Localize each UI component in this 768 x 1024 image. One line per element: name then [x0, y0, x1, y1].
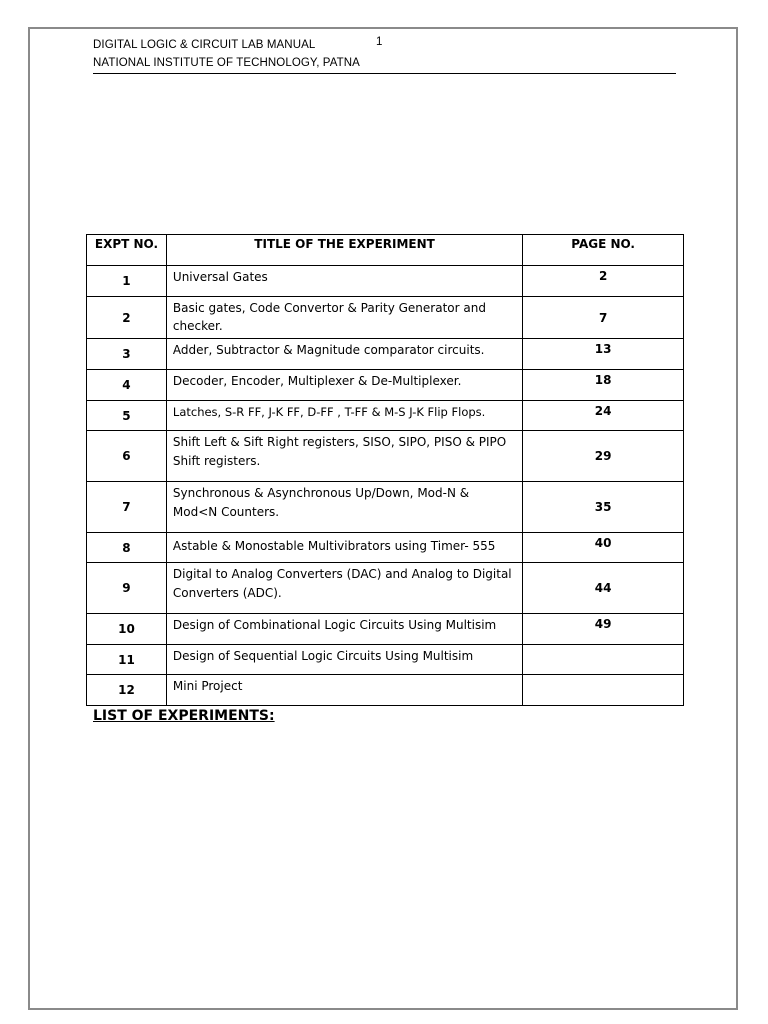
list-of-experiments-heading: LIST OF EXPERIMENTS:: [93, 708, 275, 724]
expt-no-cell: 1: [87, 266, 167, 297]
expt-no-cell: 6: [87, 431, 167, 482]
expt-page-cell: [523, 645, 684, 675]
table-row: [87, 563, 684, 614]
expt-title-cell: Latches, S-R FF, J-K FF, D-FF , T-FF & M-S J-K Flip Flops.: [166, 401, 522, 431]
column-header-title: TITLE OF THE EXPERIMENT: [166, 235, 522, 266]
page-header: [93, 36, 676, 72]
table-row: [87, 675, 684, 706]
expt-page-cell: 44: [523, 563, 684, 614]
expt-title-cell: Shift Left & Sift Right registers, SISO, SIPO, PISO & PIPO Shift registers.: [166, 431, 522, 482]
table-row: [87, 297, 684, 339]
column-header-page-no: PAGE NO.: [523, 235, 684, 266]
expt-no-cell: 7: [87, 482, 167, 533]
expt-no-cell: 9: [87, 563, 167, 614]
expt-title-cell: Basic gates, Code Convertor & Parity Generator and checker.: [166, 297, 522, 339]
expt-no-cell: 2: [87, 297, 167, 339]
expt-page-cell: 24: [523, 401, 684, 431]
expt-no-cell: 11: [87, 645, 167, 675]
table-row: [87, 266, 684, 297]
experiments-table: [86, 234, 684, 706]
expt-title-cell: Design of Combinational Logic Circuits Using Multisim: [166, 614, 522, 645]
table-row: [87, 401, 684, 431]
expt-page-cell: 40: [523, 533, 684, 563]
expt-no-cell: 4: [87, 370, 167, 401]
table-row: [87, 370, 684, 401]
expt-page-cell: 13: [523, 339, 684, 370]
expt-page-cell: 7: [523, 297, 684, 339]
header-rule: [93, 73, 676, 74]
expt-no-cell: 5: [87, 401, 167, 431]
table-row: [87, 614, 684, 645]
institute-name: NATIONAL INSTITUTE OF TECHNOLOGY, PATNA: [93, 57, 360, 69]
expt-no-cell: 3: [87, 339, 167, 370]
column-header-expt-no: EXPT NO.: [87, 235, 167, 266]
table-row: [87, 533, 684, 563]
table-row: [87, 482, 684, 533]
expt-title-cell: Universal Gates: [166, 266, 522, 297]
table-row: [87, 431, 684, 482]
expt-title-cell: Adder, Subtractor & Magnitude comparator circuits.: [166, 339, 522, 370]
expt-title-cell: Decoder, Encoder, Multiplexer & De-Multiplexer.: [166, 370, 522, 401]
expt-page-cell: 49: [523, 614, 684, 645]
expt-title-cell: Mini Project: [166, 675, 522, 706]
expt-title-cell: Synchronous & Asynchronous Up/Down, Mod-N & Mod<N Counters.: [166, 482, 522, 533]
expt-title-cell: Astable & Monostable Multivibrators using Timer- 555: [166, 533, 522, 563]
expt-page-cell: 35: [523, 482, 684, 533]
table-header-row: [87, 235, 684, 266]
expt-title-cell: Digital to Analog Converters (DAC) and Analog to Digital Converters (ADC).: [166, 563, 522, 614]
expt-no-cell: 8: [87, 533, 167, 563]
table-row: [87, 645, 684, 675]
manual-title: DIGITAL LOGIC & CIRCUIT LAB MANUAL: [93, 39, 316, 51]
expt-page-cell: 18: [523, 370, 684, 401]
expt-page-cell: 29: [523, 431, 684, 482]
expt-title-cell: Design of Sequential Logic Circuits Using Multisim: [166, 645, 522, 675]
header-page-number: 1: [376, 36, 383, 48]
expt-no-cell: 10: [87, 614, 167, 645]
table-row: [87, 339, 684, 370]
expt-page-cell: 2: [523, 266, 684, 297]
expt-page-cell: [523, 675, 684, 706]
expt-no-cell: 12: [87, 675, 167, 706]
